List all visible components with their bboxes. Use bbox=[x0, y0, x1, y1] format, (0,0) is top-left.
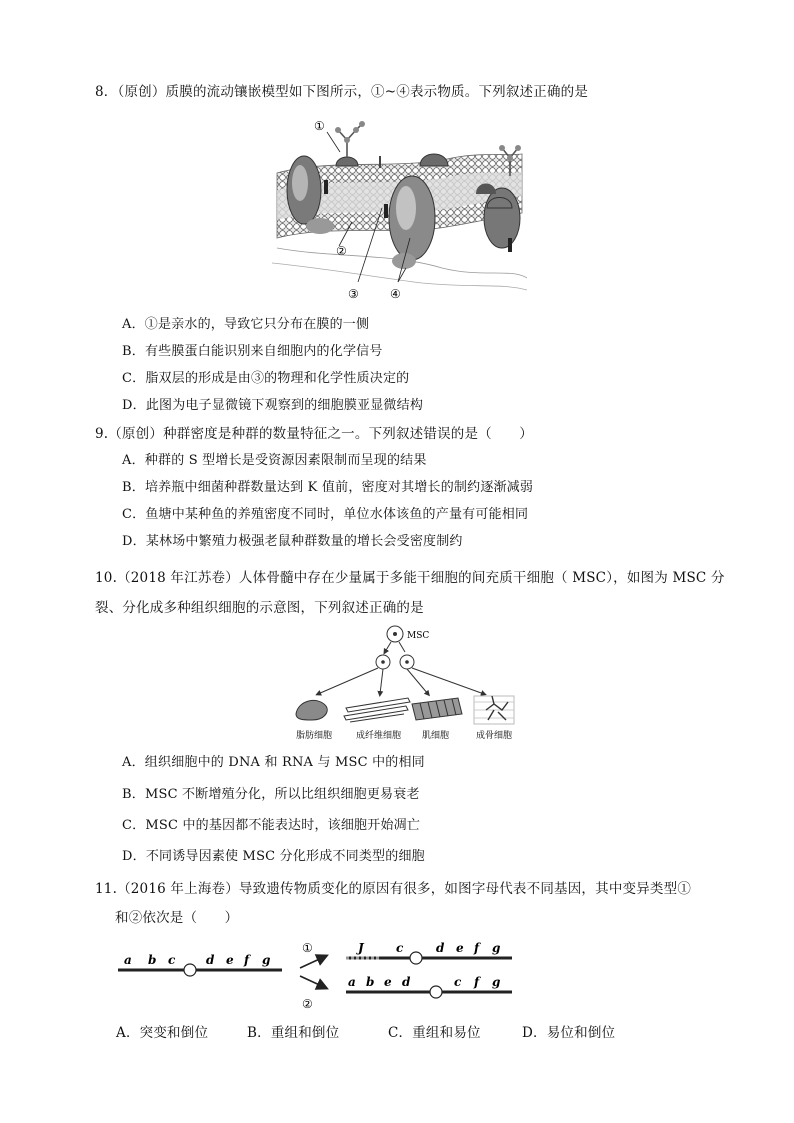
gene-v1-c: c bbox=[396, 941, 404, 955]
q10-option-b: B．MSC 不断增殖分化，所以比组织细胞更易衰老 bbox=[122, 787, 420, 802]
gene-v2-a: a bbox=[348, 975, 356, 989]
cell-label-fibroblast: 成纤维细胞 bbox=[356, 731, 402, 741]
gene-v1-J: J bbox=[358, 941, 364, 955]
q11-stem-line1: 11.（2016 年上海卷）导致遗传物质变化的原因有很多，如图字母代表不同基因，其中变异类型① bbox=[95, 881, 692, 897]
membrane-diagram bbox=[272, 118, 527, 300]
chromosome-figure bbox=[110, 934, 520, 1012]
gene-v2-c: c bbox=[454, 975, 462, 989]
gene-v1-g: g bbox=[492, 941, 501, 955]
gene-orig-b: b bbox=[148, 953, 157, 967]
q10-option-c: C．MSC 中的基因都不能表达时，该细胞开始凋亡 bbox=[122, 818, 421, 833]
q10-option-d: D．不同诱导因素使 MSC 分化形成不同类型的细胞 bbox=[122, 849, 425, 864]
gene-orig-d: d bbox=[206, 953, 215, 967]
q8-option-b: B．有些膜蛋白能识别来自细胞内的化学信号 bbox=[122, 344, 383, 359]
gene-orig-g: g bbox=[262, 953, 271, 967]
gene-orig-f: f bbox=[244, 953, 250, 967]
gene-orig-e: e bbox=[226, 953, 234, 967]
gene-v2-b: b bbox=[366, 975, 375, 989]
q9-option-d: D．某林场中繁殖力极强老鼠种群数量的增长会受密度制约 bbox=[122, 534, 463, 549]
q8-stem: 8．（原创）质膜的流动镶嵌模型如下图所示，①~④表示物质。下列叙述正确的是 bbox=[95, 84, 589, 100]
chromosome-diagram bbox=[110, 934, 520, 1012]
q8-option-c: C．脂双层的形成是由③的物理和化学性质决定的 bbox=[122, 371, 410, 386]
label-1: ① bbox=[314, 119, 325, 133]
cell-label-muscle: 肌细胞 bbox=[422, 731, 450, 741]
q11-option-b: B．重组和倒位 bbox=[247, 1025, 340, 1041]
q10-stem-line1: 10.（2018 年江苏卷）人体骨髓中存在少量属于多能干细胞的间充质干细胞（ MSC），如图为 MSC 分 bbox=[95, 570, 725, 586]
q11-option-d: D．易位和倒位 bbox=[522, 1025, 616, 1041]
label-2: ② bbox=[336, 244, 347, 258]
q8-option-a: A．①是亲水的，导致它只分布在膜的一侧 bbox=[122, 317, 370, 332]
gene-orig-c: c bbox=[168, 953, 176, 967]
cell-label-fat: 脂肪细胞 bbox=[296, 731, 333, 741]
arrow-label-2: ② bbox=[302, 997, 313, 1011]
q11-option-c: C．重组和易位 bbox=[388, 1025, 481, 1041]
membrane-figure bbox=[272, 118, 527, 300]
gene-v2-f: f bbox=[474, 975, 480, 989]
q9-option-c: C．鱼塘中某种鱼的养殖密度不同时，单位水体该鱼的产量有可能相同 bbox=[122, 507, 529, 522]
msc-figure bbox=[288, 624, 520, 744]
q10-option-a: A．组织细胞中的 DNA 和 RNA 与 MSC 中的相同 bbox=[122, 755, 425, 770]
cell-label-bone: 成骨细胞 bbox=[476, 731, 513, 741]
q9-option-b: B．培养瓶中细菌种群数量达到 K 值前，密度对其增长的制约逐渐减弱 bbox=[122, 480, 534, 495]
gene-v2-e: e bbox=[384, 975, 392, 989]
label-4: ④ bbox=[390, 287, 401, 300]
q8-option-d: D．此图为电子显微镜下观察到的细胞膜亚显微结构 bbox=[122, 398, 424, 413]
q11-option-a: A．突变和倒位 bbox=[116, 1025, 209, 1041]
gene-v1-f: f bbox=[474, 941, 480, 955]
gene-orig-a: a bbox=[124, 953, 132, 967]
msc-label: MSC bbox=[407, 631, 430, 641]
gene-v1-d: d bbox=[436, 941, 445, 955]
q9-option-a: A．种群的 S 型增长是受资源因素限制而呈现的结果 bbox=[122, 453, 427, 468]
gene-v2-g: g bbox=[492, 975, 501, 989]
gene-v1-e: e bbox=[456, 941, 464, 955]
arrow-label-1: ① bbox=[302, 941, 313, 955]
q10-stem-line2: 裂、分化成多种组织细胞的示意图，下列叙述正确的是 bbox=[95, 600, 424, 616]
gene-v2-d: d bbox=[402, 975, 411, 989]
q9-stem: 9.（原创）种群密度是种群的数量特征之一。下列叙述错误的是（ ） bbox=[95, 426, 533, 442]
q11-stem-line2: 和②依次是（ ） bbox=[115, 910, 239, 926]
msc-diagram bbox=[288, 624, 520, 744]
label-3: ③ bbox=[348, 287, 359, 300]
